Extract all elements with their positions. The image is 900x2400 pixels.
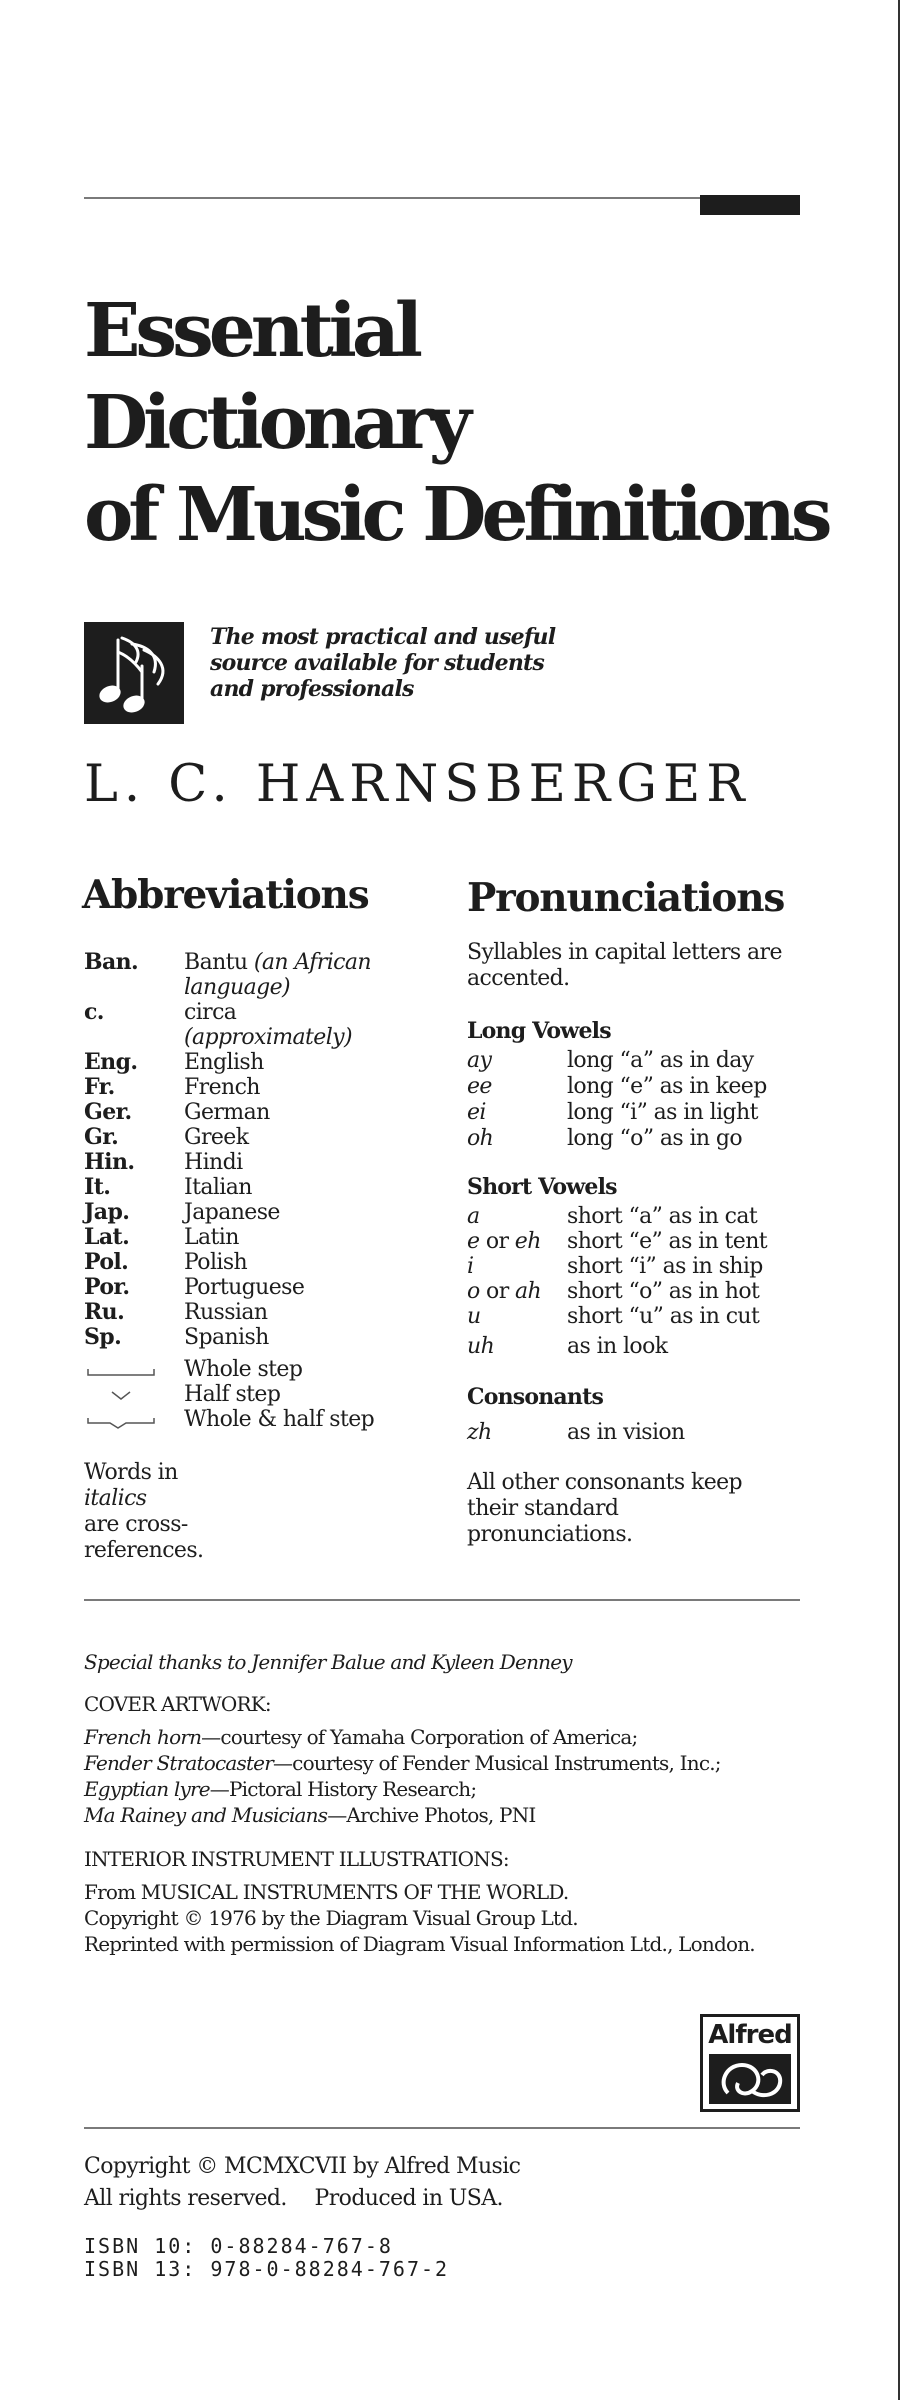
top-rule bbox=[84, 197, 800, 199]
abbreviation-key: Lat. bbox=[84, 1224, 130, 1250]
pronunciation-row bbox=[467, 1279, 807, 1305]
abbreviations-note bbox=[84, 1460, 424, 1564]
short-vowels-heading: Short Vowels bbox=[467, 1174, 617, 1200]
pronunciation-row bbox=[467, 1254, 807, 1280]
abbreviation-key: Por. bbox=[84, 1274, 130, 1300]
abbreviation-note: language) bbox=[184, 975, 290, 1000]
abbreviation-key: It. bbox=[84, 1174, 111, 1200]
abbreviation-value: Portuguese bbox=[184, 1275, 305, 1300]
credit-item: French horn bbox=[84, 1725, 202, 1749]
step-row bbox=[84, 1407, 424, 1432]
consonants-heading: Consonants bbox=[467, 1384, 604, 1410]
pronunciation-row bbox=[467, 1074, 807, 1100]
abbreviation-row bbox=[84, 1300, 424, 1325]
pronunciation-description: as in look bbox=[567, 1334, 668, 1359]
abbreviation-value-text: circa bbox=[184, 1000, 237, 1025]
copyright-line: Copyright © MCMXCVII by Alfred Music bbox=[84, 2154, 521, 2179]
abbreviation-row bbox=[84, 1325, 424, 1350]
pronunciation-description: long “i” as in light bbox=[567, 1100, 758, 1125]
abbreviation-value-text: Bantu bbox=[184, 950, 248, 975]
step-row bbox=[84, 1357, 424, 1382]
or-text: or bbox=[479, 1279, 516, 1304]
alfred-emblem-icon bbox=[708, 2053, 792, 2105]
cover-credit-line bbox=[84, 1751, 721, 1776]
isbn-10: ISBN 10: 0-88284-767-8 bbox=[84, 2234, 393, 2258]
abbreviation-row bbox=[84, 1225, 424, 1250]
long-vowels-heading: Long Vowels bbox=[467, 1018, 611, 1044]
alfred-logo bbox=[700, 2014, 800, 2112]
pronunciation-symbol: ah bbox=[515, 1279, 542, 1304]
abbreviation-key: Hin. bbox=[84, 1149, 135, 1175]
pronunciation-symbol: u bbox=[467, 1304, 481, 1329]
abbreviation-row bbox=[84, 950, 424, 1000]
title-line: Dictionary bbox=[84, 380, 467, 466]
special-thanks: Special thanks to Jennifer Balue and Kyleen Denney bbox=[84, 1650, 572, 1674]
pronunciation-symbol: e bbox=[467, 1229, 480, 1254]
abbreviation-value: French bbox=[184, 1075, 260, 1100]
cover-artwork-heading: COVER ARTWORK: bbox=[84, 1692, 271, 1716]
pronunciation-description: short “u” as in cut bbox=[567, 1304, 760, 1329]
pronunciation-row bbox=[467, 1420, 807, 1446]
pronunciation-description: short “o” as in hot bbox=[567, 1279, 760, 1304]
half-step-symbol-icon bbox=[84, 1382, 164, 1407]
abbreviation-key: Ban. bbox=[84, 949, 139, 975]
abbreviation-key: Sp. bbox=[84, 1324, 122, 1350]
interior-illustrations-heading: INTERIOR INSTRUMENT ILLUSTRATIONS: bbox=[84, 1847, 509, 1871]
pronunciation-description: long “a” as in day bbox=[567, 1048, 754, 1073]
note-italic-text: italics bbox=[84, 1486, 147, 1511]
abbreviation-value: Polish bbox=[184, 1250, 248, 1275]
pronunciation-description: short “a” as in cat bbox=[567, 1204, 758, 1229]
pronunciations-heading: Pronunciations bbox=[467, 875, 785, 921]
credit-source: —courtesy of Fender Musical Instruments, Inc.; bbox=[272, 1751, 721, 1775]
bottom-divider bbox=[84, 2127, 800, 2129]
abbreviation-row bbox=[84, 1150, 424, 1175]
cover-credit-line bbox=[84, 1777, 476, 1802]
credit-item: Ma Rainey and Musicians bbox=[84, 1803, 328, 1827]
abbreviation-value: English bbox=[184, 1050, 264, 1075]
abbreviation-value: Hindi bbox=[184, 1150, 243, 1175]
pronunciation-row bbox=[467, 1304, 807, 1330]
intro-line: accented. bbox=[467, 966, 570, 991]
tagline bbox=[210, 624, 590, 702]
title-line: of Music Definitions bbox=[84, 472, 828, 558]
note-line: All other consonants keep bbox=[467, 1470, 743, 1495]
pronunciation-symbol: ee bbox=[467, 1074, 492, 1099]
pronunciation-row bbox=[467, 1126, 807, 1152]
pronunciation-row bbox=[467, 1334, 807, 1360]
note-line: pronunciations. bbox=[467, 1522, 633, 1547]
consonants-note bbox=[467, 1470, 807, 1548]
top-accent-bar bbox=[700, 195, 800, 215]
abbreviation-key: Ru. bbox=[84, 1299, 125, 1325]
pronunciation-symbol: ay bbox=[467, 1048, 492, 1073]
whole-step-symbol-icon bbox=[84, 1357, 164, 1382]
cover-credit-line bbox=[84, 1803, 536, 1828]
pronunciation-description: short “i” as in ship bbox=[567, 1254, 763, 1279]
pronunciation-description: short “e” as in tent bbox=[567, 1229, 768, 1254]
abbreviation-key: c. bbox=[84, 999, 104, 1025]
abbreviation-row bbox=[84, 1075, 424, 1100]
or-text: or bbox=[479, 1229, 515, 1254]
abbreviation-key: Jap. bbox=[84, 1199, 130, 1225]
pronunciation-description: long “o” as in go bbox=[567, 1126, 742, 1151]
abbreviation-key: Fr. bbox=[84, 1074, 115, 1100]
abbreviation-row bbox=[84, 1275, 424, 1300]
tagline-line: source available for students bbox=[210, 650, 545, 676]
note-line: their standard bbox=[467, 1496, 619, 1521]
alfred-logo-text: Alfred bbox=[708, 2020, 792, 2050]
pronunciation-symbol: ei bbox=[467, 1100, 486, 1125]
pronunciation-description: long “e” as in keep bbox=[567, 1074, 767, 1099]
cover-credit-line bbox=[84, 1725, 638, 1750]
step-label: Whole step bbox=[184, 1357, 303, 1382]
abbreviation-row bbox=[84, 1250, 424, 1275]
abbreviation-value: Russian bbox=[184, 1300, 268, 1325]
abbreviation-value bbox=[184, 1000, 414, 1050]
step-label: Whole & half step bbox=[184, 1407, 375, 1432]
title-line: Essential bbox=[84, 288, 418, 374]
pronunciation-row bbox=[467, 1204, 807, 1230]
pronunciation-row bbox=[467, 1048, 807, 1074]
isbn-13: ISBN 13: 978-0-88284-767-2 bbox=[84, 2257, 450, 2281]
tagline-line: and professionals bbox=[210, 676, 414, 702]
pronunciation-symbol: oh bbox=[467, 1126, 494, 1151]
abbreviation-note: (an African bbox=[253, 950, 371, 975]
whole-and-half-step-symbol-icon bbox=[84, 1407, 164, 1432]
abbreviations-heading: Abbreviations bbox=[82, 872, 369, 918]
abbreviation-key: Pol. bbox=[84, 1249, 129, 1275]
abbreviation-row bbox=[84, 1200, 424, 1225]
interior-credit-line: Copyright © 1976 by the Diagram Visual Group Ltd. bbox=[84, 1906, 578, 1930]
credit-item: Fender Stratocaster bbox=[84, 1751, 273, 1775]
interior-credit-line: From MUSICAL INSTRUMENTS OF THE WORLD. bbox=[84, 1880, 569, 1904]
pronunciation-symbol: o bbox=[467, 1279, 480, 1304]
step-row bbox=[84, 1382, 424, 1407]
section-divider bbox=[84, 1599, 800, 1601]
pronunciation-symbol: zh bbox=[467, 1420, 492, 1445]
pronunciations-intro bbox=[467, 940, 807, 992]
note-text: are cross- bbox=[84, 1512, 188, 1537]
abbreviation-note: (approximately) bbox=[184, 1025, 352, 1050]
music-note-logo-icon bbox=[84, 622, 184, 724]
abbreviation-value: Latin bbox=[184, 1225, 239, 1250]
abbreviation-row bbox=[84, 1100, 424, 1125]
abbreviation-value: Greek bbox=[184, 1125, 249, 1150]
abbreviation-value bbox=[184, 950, 414, 1000]
pronunciation-symbol: uh bbox=[467, 1334, 495, 1359]
abbreviation-row bbox=[84, 1125, 424, 1150]
pronunciation-symbol: eh bbox=[514, 1229, 541, 1254]
tagline-line: The most practical and useful bbox=[210, 624, 556, 650]
pronunciation-symbol: i bbox=[467, 1254, 474, 1279]
intro-line: Syllables in capital letters are bbox=[467, 940, 782, 965]
abbreviation-key: Ger. bbox=[84, 1099, 132, 1125]
credit-source: —Pictoral History Research; bbox=[209, 1777, 477, 1801]
abbreviation-row bbox=[84, 1000, 424, 1050]
pronunciation-row bbox=[467, 1100, 807, 1126]
abbreviation-key: Gr. bbox=[84, 1124, 119, 1150]
abbreviation-value: Japanese bbox=[184, 1200, 280, 1225]
step-label: Half step bbox=[184, 1382, 281, 1407]
author-name: L. C. HARNSBERGER bbox=[84, 755, 751, 814]
abbreviation-row bbox=[84, 1050, 424, 1075]
abbreviation-value: German bbox=[184, 1100, 270, 1125]
note-text: references. bbox=[84, 1538, 204, 1563]
credit-source: —courtesy of Yamaha Corporation of America; bbox=[201, 1725, 638, 1749]
credit-source: —Archive Photos, PNI bbox=[327, 1803, 536, 1827]
rights-line: All rights reserved. Produced in USA. bbox=[84, 2186, 503, 2211]
abbreviation-value: Spanish bbox=[184, 1325, 269, 1350]
abbreviation-row bbox=[84, 1175, 424, 1200]
interior-credit-line: Reprinted with permission of Diagram Visual Information Ltd., London. bbox=[84, 1932, 755, 1956]
pronunciation-symbol: a bbox=[467, 1204, 480, 1229]
credit-item: Egyptian lyre bbox=[84, 1777, 210, 1801]
abbreviation-value: Italian bbox=[184, 1175, 252, 1200]
pronunciation-row bbox=[467, 1229, 807, 1255]
abbreviation-key: Eng. bbox=[84, 1049, 138, 1075]
pronunciation-description: as in vision bbox=[567, 1420, 685, 1445]
note-text: Words in bbox=[84, 1460, 178, 1485]
